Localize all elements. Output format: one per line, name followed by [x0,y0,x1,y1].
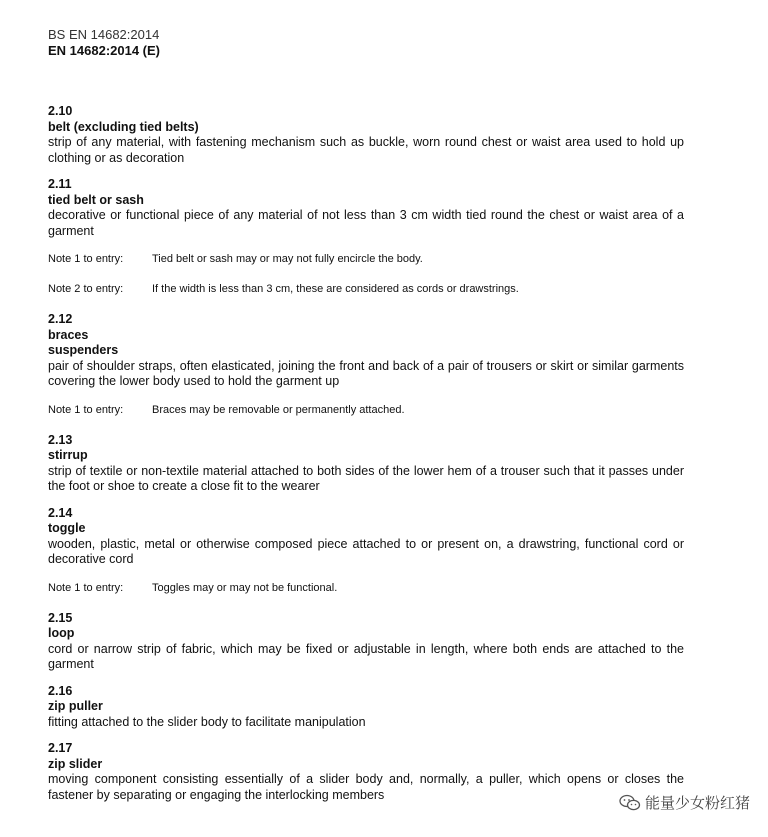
note-text: Toggles may or may not be functional. [152,581,338,594]
entry-term: zip puller [48,699,103,713]
entry-term: stirrup [48,448,88,462]
definitions-list [48,104,684,814]
definition-entry [48,611,684,673]
definition-entry [48,104,684,166]
entry-number: 2.12 [48,312,73,326]
watermark-text: 能量少女粉红猪 [644,794,750,812]
entry-definition: strip of textile or non-textile material attached to both sides of the lower hem of a trouser such that it passes under the foot or shoe to create a close fit to the wearer [48,463,684,493]
definition-entry [48,312,684,417]
watermark [615,790,754,815]
entry-term: zip slider [48,756,103,771]
entry-note [48,581,684,595]
entry-term: loop [48,626,75,640]
definition-entry [48,433,684,495]
entry-term: belt (excluding tied belts) [48,119,199,134]
wechat-icon [619,794,641,812]
entry-definition: fitting attached to the slider body to facilitate manipulation [48,714,366,729]
entry-number: 2.15 [48,610,73,625]
definition-entry [48,684,684,731]
note-label: Note 2 to entry: [48,283,124,295]
note-text: Tied belt or sash may or may not fully encircle the body. [152,253,423,265]
definition-entry [48,506,684,595]
entry-definition: wooden, plastic, metal or otherwise composed piece attached to or present on, a drawstring, functional cord or decorative cord [48,536,684,566]
document-header [48,27,160,59]
entry-number: 2.10 [48,104,73,118]
entry-term: toggle [48,521,86,535]
entry-definition: pair of shoulder straps, often elasticated, joining the front and back of a pair of trousers or skirt or similar garments covering the lower body used to hold the garment up [48,358,684,388]
entry-number: 2.14 [48,505,73,520]
entry-number: 2.16 [48,683,73,698]
entry-definition: moving component consisting essentially of a slider body and, normally, a puller, which opens or closes the fastener by separating or engaging the interlocking members [48,772,684,802]
entry-definition: decorative or functional piece of any material of not less than 3 cm width tied round the chest or waist area of a garment [48,208,684,238]
note-label: Note 1 to entry: [48,253,124,265]
definition-entry [48,741,684,803]
entry-term: braces [48,327,89,342]
entry-number: 2.17 [48,741,73,755]
entry-definition: strip of any material, with fastening mechanism such as buckle, worn round chest or waist area used to hold up clothing or as decoration [48,135,684,165]
entry-note [48,282,684,296]
entry-term: suspenders [48,343,119,357]
entry-definition: cord or narrow strip of fabric, which may be fixed or adjustable in length, where both ends are attached to the garment [48,641,684,671]
definition-entry [48,177,684,296]
note-label: Note 1 to entry: [48,581,124,594]
standard-edition: EN 14682:2014 (E) [48,43,161,58]
entry-note [48,252,684,266]
entry-note [48,403,684,417]
note-label: Note 1 to entry: [48,403,124,416]
entry-term: tied belt or sash [48,192,144,207]
note-text: Braces may be removable or permanently attached. [152,403,405,416]
entry-number: 2.11 [48,177,72,191]
entry-number: 2.13 [48,432,73,447]
standard-reference: BS EN 14682:2014 [48,27,160,42]
note-text: If the width is less than 3 cm, these are considered as cords or drawstrings. [152,283,519,295]
